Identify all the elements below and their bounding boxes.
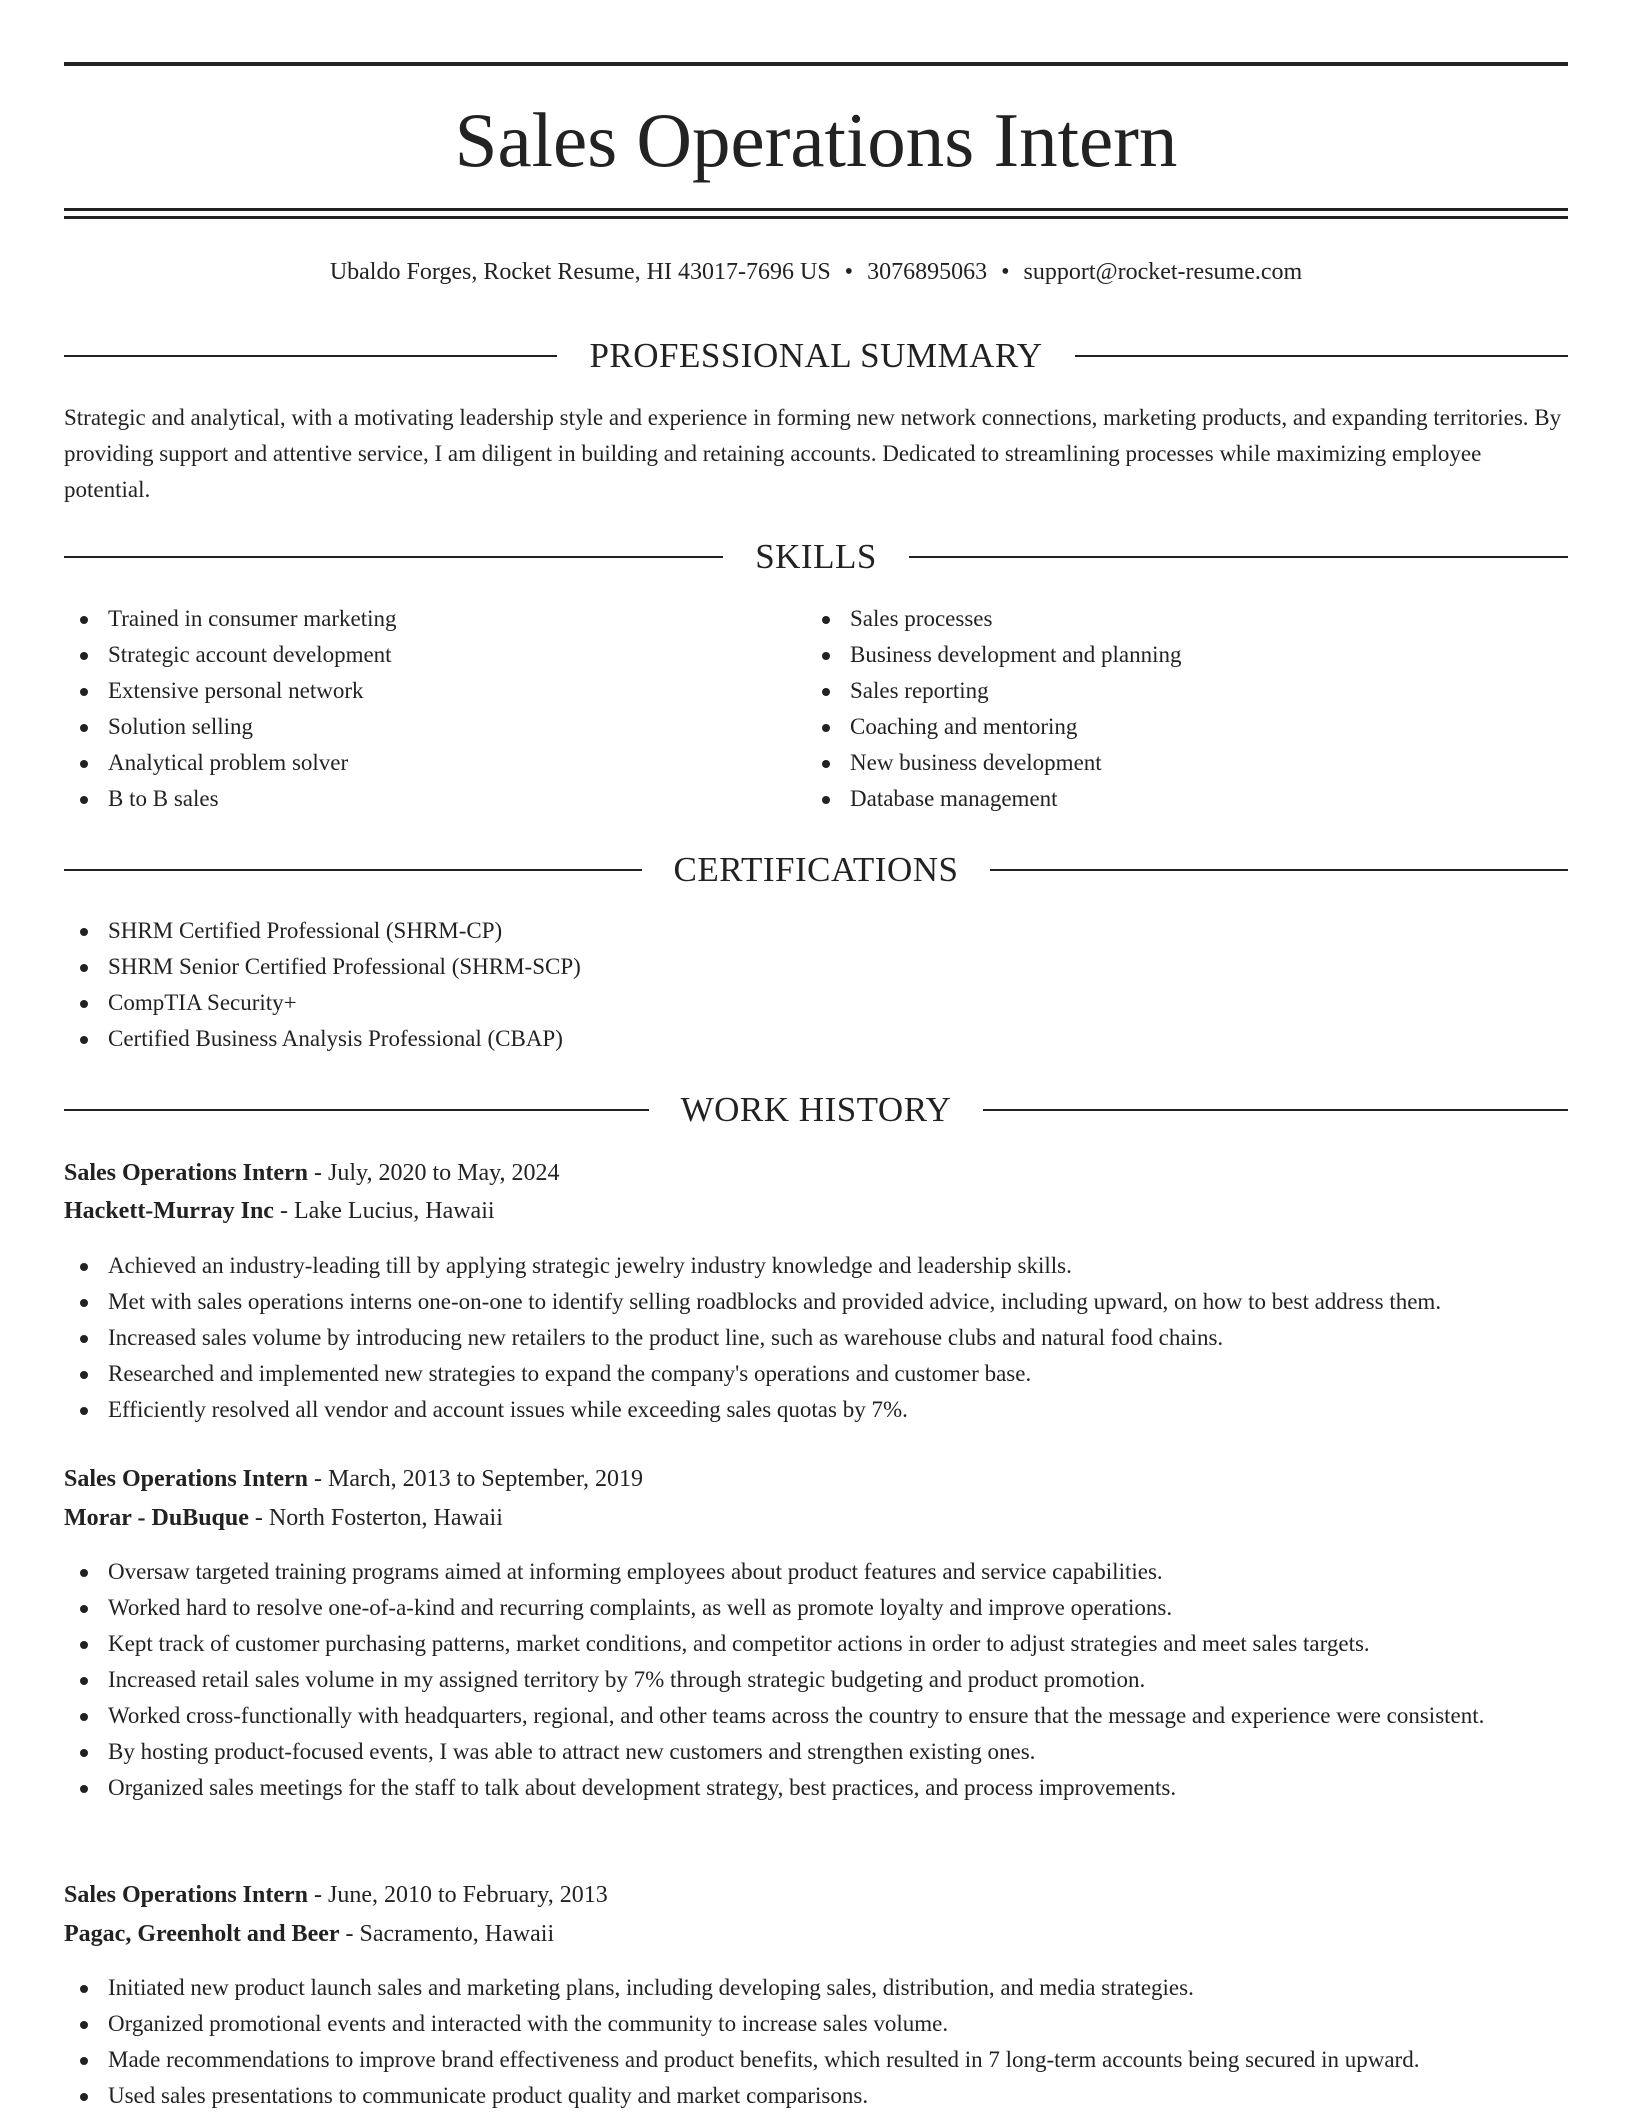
skill-item: Extensive personal network [64,673,804,709]
contact-address: Ubaldo Forges, Rocket Resume, HI 43017-7696 US [329,259,831,285]
section-title: SKILLS [755,537,877,576]
skill-item: Strategic account development [64,637,804,673]
job-dates: - March, 2013 to September, 2019 [308,1466,643,1492]
header-rule-2 [64,216,1568,219]
contact-phone: 3076895063 [867,259,988,285]
divider [909,556,1568,558]
bullet-icon [822,796,830,804]
divider [64,355,557,357]
skill-item: Trained in consumer marketing [64,601,804,637]
job-dates: - July, 2020 to May, 2024 [308,1160,560,1186]
job-bullet: Kept track of customer purchasing patterns, market conditions, and competitor actions in order to adjust strategies and meet sales targets. [64,1626,1568,1662]
bullet-icon [822,760,830,768]
job-bullet: Worked cross-functionally with headquarters, regional, and other teams across the country to ensure that the message and experience were consistent. [64,1698,1568,1734]
divider [64,1109,649,1111]
job-bullet: Efficiently resolved all vendor and account issues while exceeding sales quotas by 7%. [64,1392,1568,1428]
certification-item: SHRM Senior Certified Professional (SHRM-SCP) [64,949,1568,985]
bullet-icon [80,1263,88,1271]
section-heading-work-history [64,1088,1568,1132]
job-company-line [64,1499,1568,1537]
divider [64,869,642,871]
skill-item: B to B sales [64,781,804,817]
job-bullet: Worked hard to resolve one-of-a-kind and recurring complaints, as well as promote loyalty and improve operations. [64,1590,1568,1626]
header-rule-1 [64,208,1568,211]
bullet-icon [822,652,830,660]
divider [983,1109,1568,1111]
certification-item: CompTIA Security+ [64,985,1568,1021]
bullet-icon [80,1785,88,1793]
bullet-icon [80,1036,88,1044]
bullet-icon [80,1407,88,1415]
skill-item: New business development [806,745,1546,781]
job-company: Hackett-Murray Inc [64,1198,274,1224]
divider [990,869,1568,871]
divider [1075,355,1568,357]
bullet-icon [80,1749,88,1757]
job-bullet: Achieved an industry-leading till by applying strategic jewelry industry knowledge and leadership skills. [64,1248,1568,1284]
header-top-rule [64,62,1568,66]
bullet-icon [80,1000,88,1008]
skill-item: Solution selling [64,709,804,745]
bullet-icon [80,1335,88,1343]
skills-list-right [806,601,1546,817]
job-location: - Sacramento, Hawaii [339,1921,555,1947]
job-company-line [64,1192,1568,1230]
skill-item: Business development and planning [806,637,1546,673]
bullet-icon [80,1605,88,1613]
bullet-icon [80,928,88,936]
section-heading-summary [64,334,1568,378]
resume-title: Sales Operations Intern [454,97,1178,183]
job-bullet: Increased retail sales volume in my assigned territory by 7% through strategic budgeting and product promotion. [64,1662,1568,1698]
skill-item: Database management [806,781,1546,817]
job-dates: - June, 2010 to February, 2013 [308,1882,608,1908]
contact-separator: • [1001,259,1010,285]
job-location: - North Fosterton, Hawaii [248,1505,503,1531]
bullet-icon [80,1299,88,1307]
skills-list-left [64,601,804,817]
job-title: Sales Operations Intern [64,1466,309,1492]
bullet-icon [822,724,830,732]
bullet-icon [80,1569,88,1577]
certification-item: Certified Business Analysis Professional (CBAP) [64,1021,1568,1057]
job-bullets [64,1248,1568,1428]
bullet-icon [80,1677,88,1685]
section-title: WORK HISTORY [680,1090,952,1129]
job-company: Pagac, Greenholt and Beer [64,1921,340,1947]
contact-email: support@rocket-resume.com [1023,259,1303,285]
bullet-icon [80,688,88,696]
section-heading-certifications [64,848,1568,892]
bullet-icon [80,964,88,972]
section-title: PROFESSIONAL SUMMARY [589,336,1043,375]
job-title-line [64,1876,1568,1914]
section-heading-skills [64,535,1568,579]
job-bullet: Made recommendations to improve brand effectiveness and product benefits, which resulted in 7 long-term accounts being secured in upward. [64,2042,1568,2078]
job-title: Sales Operations Intern [64,1160,309,1186]
bullet-icon [80,616,88,624]
certifications-list [64,913,1568,1057]
bullet-icon [80,2093,88,2101]
contact-line [64,254,1568,290]
job-bullet: Researched and implemented new strategies to expand the company's operations and customer base. [64,1356,1568,1392]
bullet-icon [80,2057,88,2065]
bullet-icon [80,2021,88,2029]
section-title: CERTIFICATIONS [673,850,959,889]
job-bullet: Met with sales operations interns one-on-one to identify selling roadblocks and provided advice, including upward, on how to best address them. [64,1284,1568,1320]
bullet-icon [80,760,88,768]
job-bullets [64,1970,1568,2114]
certification-item: SHRM Certified Professional (SHRM-CP) [64,913,1568,949]
job-title-line [64,1460,1568,1498]
skill-item: Sales reporting [806,673,1546,709]
bullet-icon [80,1713,88,1721]
job-bullet: Oversaw targeted training programs aimed at informing employees about product features and service capabilities. [64,1554,1568,1590]
job-company: Morar - DuBuque [64,1505,249,1531]
bullet-icon [822,688,830,696]
job-location: - Lake Lucius, Hawaii [273,1198,495,1224]
contact-separator: • [844,259,854,285]
job-bullets [64,1554,1568,1806]
bullet-icon [822,616,830,624]
bullet-icon [80,724,88,732]
job-title-line [64,1154,1568,1192]
bullet-icon [80,1641,88,1649]
bullet-icon [80,796,88,804]
skill-item: Sales processes [806,601,1546,637]
bullet-icon [80,652,88,660]
skill-item: Coaching and mentoring [806,709,1546,745]
job-bullet: Initiated new product launch sales and marketing plans, including developing sales, distribution, and media strategies. [64,1970,1568,2006]
job-bullet: Organized promotional events and interacted with the community to increase sales volume. [64,2006,1568,2042]
bullet-icon [80,1371,88,1379]
summary-text: Strategic and analytical, with a motivating leadership style and experience in forming new network connections, marketing products, and expanding territories. By providing support and attentive service, I am diligent in building and retaining accounts. Dedicated to streamlining processes while maximizing employee potential. [64,405,1562,502]
bullet-icon [80,1985,88,1993]
job-title: Sales Operations Intern [64,1882,309,1908]
job-bullet: Used sales presentations to communicate product quality and market comparisons. [64,2078,1568,2114]
job-bullet: Increased sales volume by introducing new retailers to the product line, such as warehouse clubs and natural food chains. [64,1320,1568,1356]
job-company-line [64,1915,1568,1953]
job-bullet: Organized sales meetings for the staff to talk about development strategy, best practices, and process improvements. [64,1770,1568,1806]
divider [64,556,723,558]
job-bullet: By hosting product-focused events, I was able to attract new customers and strengthen existing ones. [64,1734,1568,1770]
skill-item: Analytical problem solver [64,745,804,781]
